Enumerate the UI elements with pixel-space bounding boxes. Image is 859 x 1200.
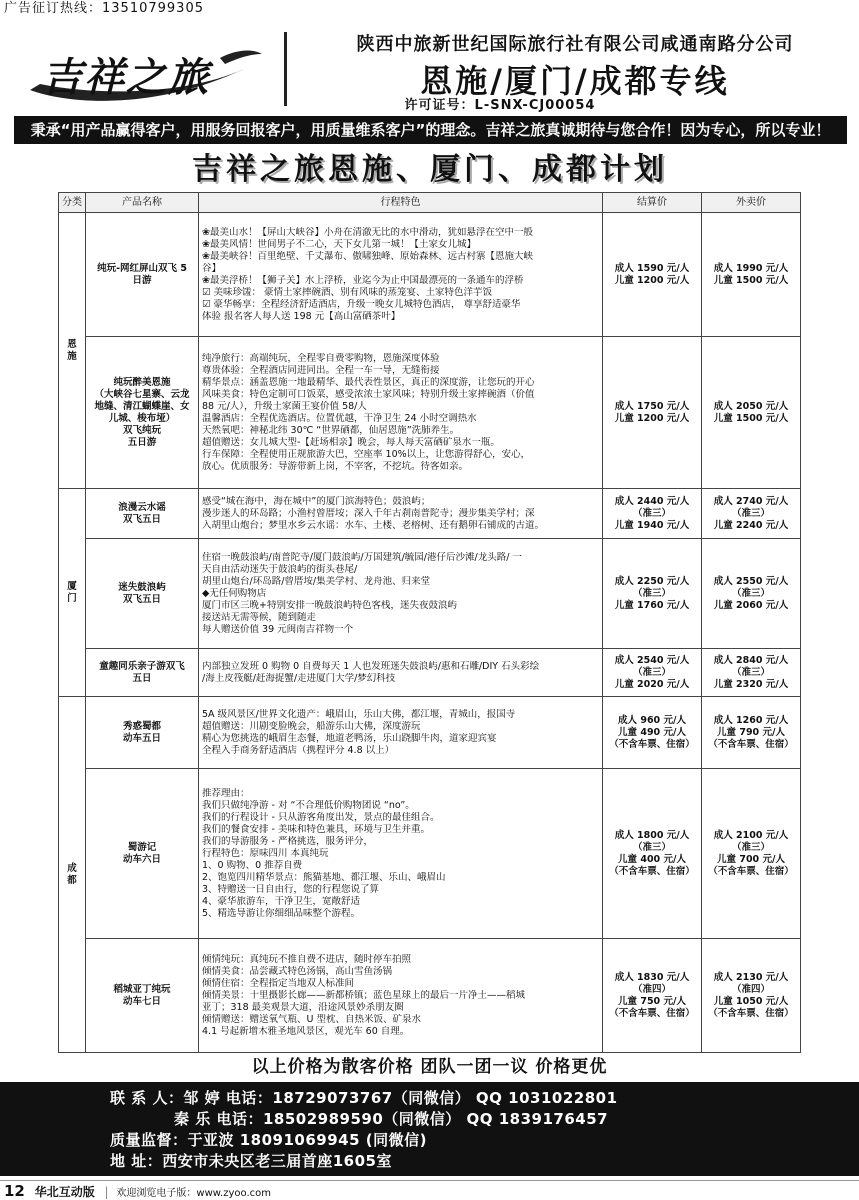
text-line: 每人赠送价值 39 元闽南吉祥物一个 (202, 623, 354, 635)
text-line: 五日游 (127, 436, 157, 448)
text-line: （大峡谷七星寨、云龙 (94, 388, 190, 400)
table-row (59, 539, 801, 649)
text-line: 漫步迷人的环岛路；小渔村曾厝垵；深入千年古刹南普陀寺；漫步集美学村；深 (202, 507, 535, 519)
settle-price-cell (603, 697, 702, 769)
text-line: 5、精选导游让你细细品味整个游程。 (202, 907, 361, 919)
product-name-cell (86, 939, 199, 1053)
price-line: 成人 1830 元/人 (614, 971, 690, 983)
table-row (59, 213, 801, 337)
retail-price-cell (702, 539, 801, 649)
settle-price-cell (603, 539, 702, 649)
text-line: 纯玩醉美恩施 (113, 376, 171, 388)
logo (20, 28, 270, 108)
text-line: 我们的导游服务 - 严格挑选，服务评分， (202, 835, 373, 847)
price-line: 成人 2250 元/人 (614, 575, 690, 587)
text-line: 1、0 购物、0 推荐自费 (202, 859, 303, 871)
text-line: 纯净旅行：高端纯玩，全程零自费零购物，恩施深度体验 (202, 352, 440, 364)
text-line: 厦门市区三晚+特别安排一晚鼓浪屿特色客栈，迷失夜鼓浪屿 (202, 599, 457, 611)
price-line: 成人 1260 元/人 (713, 714, 789, 726)
footer-separator: | (104, 1185, 109, 1199)
price-line: （不含车票、住宿） (609, 738, 695, 750)
license-number: 许可证号：L-SNX-CJ00054 (404, 98, 596, 113)
text-line: ❀最美山水！【屏山大峡谷】小舟在清澈无比的水中滑动，犹如悬浮在空中一般 (202, 226, 533, 238)
price-line: 成人 2740 元/人 (713, 495, 789, 507)
text-line: ☑ 美味珍馐： 豪情土家摔碗酒、别有风味的蒸笼宴、土家特色洋芋饭 (202, 286, 493, 298)
text-line: 双飞五日 (122, 513, 161, 525)
price-line: （准三） (731, 666, 770, 678)
text-line: ❀最美浮桥！【狮子关】水上浮桥，业迄今为止中国最漂亮的一条通车的浮桥 (202, 274, 524, 286)
text-line: 胡里山炮台/环岛路/曾厝垵/集美学村、龙舟池、归来堂 (202, 575, 431, 587)
retail-price-cell (702, 697, 801, 769)
retail-price-cell (702, 649, 801, 697)
text-line: 稻城亚丁纯玩 (113, 983, 171, 995)
text-line: 亚丁；318 最美观景大道，沿途风景妙杀朋友圈 (202, 1001, 404, 1013)
price-line: 儿童 1200 元/人 (614, 412, 690, 424)
features-cell (199, 489, 603, 539)
price-line: 成人 1750 元/人 (614, 400, 690, 412)
features-cell (199, 649, 603, 697)
table-row (59, 337, 801, 489)
text-line: 天然氧吧：神秘北纬 30℃ “世界硒都，仙居恩施”洗肺养生。 (202, 424, 460, 436)
product-name-cell (86, 769, 199, 939)
header-features: 行程特色 (199, 193, 603, 213)
price-line: 成人 1590 元/人 (614, 262, 690, 274)
text-line: 放心。优质服务：导游带新上岗，不宰客，不挖坑。待客如亲。 (202, 460, 469, 472)
price-line: 成人 1800 元/人 (614, 829, 690, 841)
price-line: （不含车票、住宿） (708, 1007, 794, 1019)
price-line: 成人 2130 元/人 (713, 971, 789, 983)
text-line: 秀惑蜀都 (122, 720, 161, 732)
contact-line-3: 质量监督：于亚波 18091069945 (同微信) (110, 1131, 427, 1149)
price-line: 成人 2840 元/人 (713, 654, 789, 666)
contact-line-1: 联 系 人：邹 婷 电话：18729073767（同微信） QQ 1031022801 (110, 1089, 618, 1107)
category-cell (59, 489, 86, 697)
price-line: 儿童 490 元/人 (618, 726, 686, 738)
text-line: 童趣同乐亲子游双飞 (99, 660, 185, 672)
text-line: 谷】 (202, 262, 222, 274)
retail-price-cell (702, 769, 801, 939)
features-cell (199, 939, 603, 1053)
text-line: 住宿一晚鼓浪屿/南普陀寺/厦门鼓浪屿/万国建筑/毓园/港仔后沙滩/龙头路/ 一 (202, 551, 522, 563)
text-line: 5A 级风景区/世界文化遗产：峨眉山，乐山大佛，都江堰，青城山，报国寺 (202, 708, 516, 720)
settle-price-cell (603, 489, 702, 539)
product-name-cell (86, 337, 199, 489)
price-line: （不含车票、住宿） (609, 865, 695, 877)
price-line: （准三） (731, 841, 770, 853)
price-line: 成人 2100 元/人 (713, 829, 789, 841)
company-name: 陕西中旅新世纪国际旅行社有限公司咸通南路分公司 (356, 34, 794, 55)
text-line: 儿城、梭布垭） (108, 412, 176, 424)
ad-hotline: 广告征订热线：13510799305 (4, 1, 204, 16)
text-line: 2、饱览四川精华景点：熊猫基地、都江堰、乐山、峨眉山 (202, 871, 446, 883)
text-line: 体验 报名客人每人送 198 元【高山富硒茶叶】 (202, 310, 401, 322)
price-line: 成人 960 元/人 (618, 714, 686, 726)
category-cell (59, 213, 86, 489)
header-settle-price: 结算价 (603, 193, 702, 213)
text-line: 地缝、清江蝴蝶崖、女 (94, 400, 190, 412)
price-line: 儿童 790 元/人 (717, 726, 785, 738)
page-footer (0, 1180, 859, 1200)
table-row (59, 489, 801, 539)
price-line: 儿童 1050 元/人 (713, 995, 789, 1007)
text-line: ❀最美峡谷！百里绝壁、千丈瀑布、傲啸独峰、原始森林、远古村寨【恩施大峡 (202, 250, 533, 262)
contact-line-2: 秦 乐 电话：18502989590（同微信） QQ 1839176457 (174, 1110, 609, 1128)
retail-price-cell (702, 489, 801, 539)
text-line: 日游 (132, 274, 152, 286)
text-line: 接送站无需等候，随到随走 (202, 611, 317, 623)
itinerary-table (58, 192, 801, 1053)
text-line: 迷失鼓浪屿 (118, 581, 166, 593)
text-line: 倾情纯玩：真纯玩不推自费不进店，随时停车拍照 (202, 953, 412, 965)
price-line: （准三） (632, 587, 671, 599)
price-line: （准三） (731, 507, 770, 519)
text-line: 倾情美景：十里摄影长廊——新都桥镇；蓝色星球上的最后一片净土——稻城 (202, 989, 526, 1001)
price-line: 儿童 2240 元/人 (713, 519, 789, 531)
price-line: 成人 2540 元/人 (614, 654, 690, 666)
footer-site: 欢迎浏览电子版：www.zyoo.com (116, 1188, 271, 1199)
text-line: 4.1 号起新增木雅圣地风景区，观光车 60 自理。 (202, 1025, 410, 1037)
table-header-row (59, 193, 801, 213)
price-line: 儿童 1500 元/人 (713, 412, 789, 424)
text-line: 我们只做纯净游 - 对 “不合理低价购物团说 “no”。 (202, 799, 415, 811)
text-line: 精华景点：涵盖恩施一地最精华、最代表性景区，真正的深度游，让您玩的开心 (202, 376, 535, 388)
plan-title: 吉祥之旅恩施、厦门、成都计划 (192, 152, 668, 187)
price-line: 成人 2050 元/人 (713, 400, 789, 412)
price-line: （准三） (632, 841, 671, 853)
table-row (59, 697, 801, 769)
price-line: （不含车票、住宿） (708, 865, 794, 877)
header-divider (284, 32, 287, 106)
price-line: 儿童 2020 元/人 (614, 678, 690, 690)
text-line: 88 元/人），升级土家菌王宴价值 58/人 (202, 400, 367, 412)
price-line: （准三） (632, 507, 671, 519)
retail-price-cell (702, 939, 801, 1053)
price-line: 儿童 1760 元/人 (614, 599, 690, 611)
price-line: （准四） (731, 983, 770, 995)
features-cell (199, 213, 603, 337)
settle-price-cell (603, 939, 702, 1053)
text-line: ❀最美风情！世间男子不二心，天下女儿第一城！【土家女儿城】 (202, 238, 476, 250)
features-cell (199, 337, 603, 489)
text-line: 行车保障：全程使用正规旅游大巴，空座率 10%以上，让您游得舒心，安心， (202, 448, 531, 460)
settle-price-cell (603, 213, 702, 337)
text-line: 浪漫云水谣 (118, 501, 166, 513)
header-category: 分类 (59, 193, 86, 213)
price-line: （准三） (731, 587, 770, 599)
text-line: 倾情赠送：赠送氧气瓶、U 型枕、自热米饭、矿泉水 (202, 1013, 421, 1025)
price-line: （准三） (632, 666, 671, 678)
text-line: 精心为您挑选的峨眉生态餐，地道老鸭汤，乐山跷脚牛肉，道家迎宾宴 (202, 732, 497, 744)
text-line: 天自由活动迷失于鼓浪屿的街头巷尾/ (202, 563, 358, 575)
text-line: 入胡里山炮台；梦里水乡云水谣：水车、土楼、老榕树、还有鹅卵石铺成的古道。 (202, 519, 545, 531)
footer-brand: 华北互动版 (34, 1185, 95, 1199)
price-line: 儿童 1200 元/人 (614, 274, 690, 286)
text-line: ☑ 豪华畅享：全程经济舒适酒店，升级一晚女儿城特色酒店， 尊享舒适豪华 (202, 298, 521, 310)
text-line: 温馨酒店：全程优选酒店。位置优越，干净卫生 24 小时空调热水 (202, 412, 477, 424)
product-name-cell (86, 649, 199, 697)
price-line: 儿童 2060 元/人 (713, 599, 789, 611)
price-line: （不含车票、住宿） (609, 1007, 695, 1019)
page-number: 12 (4, 1182, 25, 1200)
settle-price-cell (603, 649, 702, 697)
price-line: 成人 1990 元/人 (713, 262, 789, 274)
features-cell (199, 769, 603, 939)
price-line: 儿童 750 元/人 (618, 995, 686, 1007)
price-line: 儿童 700 元/人 (717, 853, 785, 865)
text-line: 全程入手商务舒适酒店（携程评分 4.8 以上） (202, 744, 395, 756)
header-retail-price: 外卖价 (702, 193, 801, 213)
settle-price-cell (603, 769, 702, 939)
table-row (59, 649, 801, 697)
product-name-cell (86, 213, 199, 337)
text-line: 3、特赠送一日自由行，您的行程您说了算 (202, 883, 380, 895)
text-line: 4、豪华旅游车，干净卫生，宽敞舒适 (202, 895, 361, 907)
specialty-title: 恩施/厦门/成都专线 (420, 62, 730, 100)
text-line: 推荐理由： (202, 787, 250, 799)
text-line: 纯玩-网红屏山双飞 5 (97, 262, 187, 274)
text-line: 双飞纯玩 (122, 424, 161, 436)
contact-panel (0, 1082, 859, 1176)
text-line: ◆无任何购物店 (202, 587, 267, 599)
category-label: 恩施 (67, 338, 77, 362)
features-cell (199, 697, 603, 769)
category-label: 厦门 (67, 580, 77, 604)
logo-text: 吉祥之旅 (42, 54, 210, 101)
text-line: 尊贵体验：全程酒店同进同出。全程一车一导，无缝衔接 (202, 364, 440, 376)
text-line: 超值赠送：女儿城大型-【赶场相亲】晚会，每人每天富硒矿泉水一瓶。 (202, 436, 500, 448)
text-line: 五日 (132, 672, 152, 684)
product-name-cell (86, 489, 199, 539)
text-line: 动车五日 (122, 732, 161, 744)
text-line: 我们的餐食安排 - 美味和特色兼具，环境与卫生并重。 (202, 823, 430, 835)
features-cell (199, 539, 603, 649)
text-line: 内部独立发班 0 购物 0 自费每天 1 人也发班迷失鼓浪屿/惠和石雕/DIY 石头彩绘 (202, 660, 540, 672)
category-label: 成都 (67, 862, 77, 886)
price-line: （不含车票、住宿） (708, 738, 794, 750)
settle-price-cell (603, 337, 702, 489)
price-line: 儿童 400 元/人 (618, 853, 686, 865)
table-row (59, 939, 801, 1053)
text-line: 倾情美食：品尝藏式特色汤锅，高山雪鱼汤锅 (202, 965, 393, 977)
category-cell (59, 697, 86, 1053)
table-row (59, 769, 801, 939)
text-line: /海上皮筏艇/赶海捉蟹/走进厦门大学/梦幻科技 (202, 672, 396, 684)
retail-price-cell (702, 337, 801, 489)
text-line: 我们的行程设计 - 只从游客角度出发，景点的最佳组合。 (202, 811, 440, 823)
product-name-cell (86, 539, 199, 649)
text-line: 动车七日 (122, 995, 161, 1007)
contact-line-4: 地 址：西安市未央区老三届首座1605室 (110, 1152, 392, 1170)
price-line: 成人 2550 元/人 (713, 575, 789, 587)
product-name-cell (86, 697, 199, 769)
slogan-banner: 秉承“用产品赢得客户，用服务回报客户，用质量维系客户”的理念。吉祥之旅真诚期待与您合作！因为专心，所以专业！ (14, 116, 847, 144)
price-line: （准四） (632, 983, 671, 995)
text-line: 风味美食：特色定制可口饭菜，感受浓浓土家风味；特别升级土家摔碗酒（价值 (202, 388, 535, 400)
price-note: 以上价格为散客价格 团队一团一议 价格更优 (251, 1057, 608, 1077)
price-line: 成人 2440 元/人 (614, 495, 690, 507)
header-product: 产品名称 (86, 193, 199, 213)
text-line: 感受“城在海中，海在城中”的厦门滨海特色；鼓浪屿； (202, 495, 431, 507)
text-line: 动车六日 (122, 853, 161, 865)
price-line: 儿童 1940 元/人 (614, 519, 690, 531)
retail-price-cell (702, 213, 801, 337)
text-line: 倾情住宿：全程指定当地双人标准间 (202, 977, 355, 989)
text-line: 蜀游记 (127, 841, 157, 853)
text-line: 超值赠送：川剧变脸晚会，船游乐山大佛，深度游玩 (202, 720, 421, 732)
text-line: 双飞五日 (122, 593, 161, 605)
price-line: 儿童 1500 元/人 (713, 274, 789, 286)
text-line: 行程特色：原味四川 本真纯玩 (202, 847, 329, 859)
price-line: 儿童 2320 元/人 (713, 678, 789, 690)
